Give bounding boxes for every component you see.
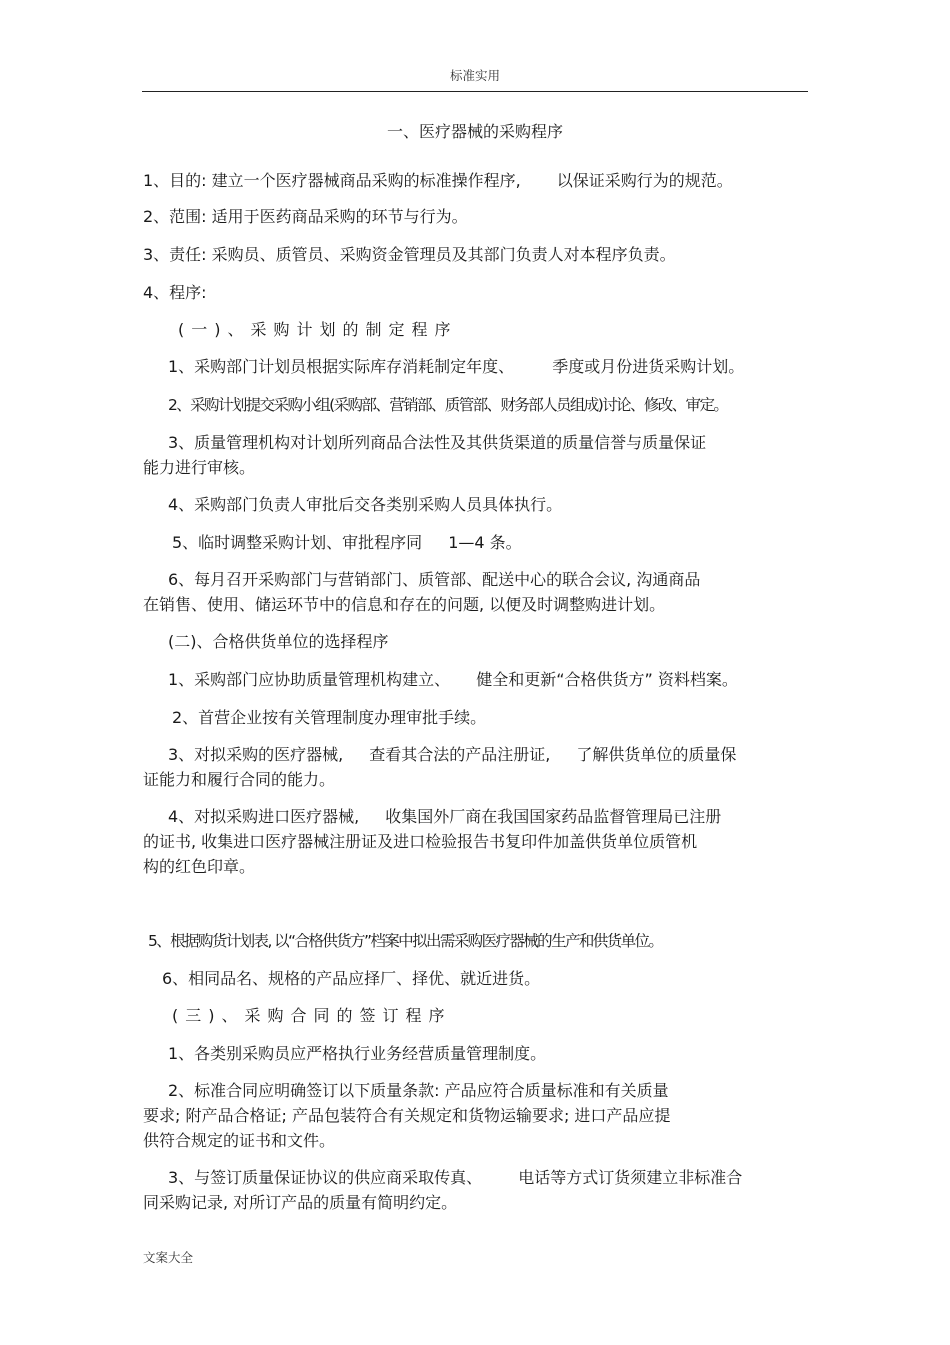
paragraph-line: 的证书, 收集进口医疗器械注册证及进口检验报告书复印件加盖供货单位质管机 [143, 832, 698, 851]
text-span: 季度或月份进货采购计划。 [552, 357, 745, 376]
text-span: 5、临时调整采购计划、审批程序同 [172, 533, 423, 552]
paragraph-line: 3、质量管理机构对计划所列商品合法性及其供货渠道的质量信誉与质量保证 [168, 433, 707, 452]
paragraph-line: 构的红色印章。 [143, 857, 256, 876]
text-span: 1、采购部门计划员根据实际库存消耗制定年度、 [168, 357, 515, 376]
paragraph-line [168, 669, 738, 691]
paragraph-line: 5、根据购货计划表, 以“合格供货方”档案中拟出需采购医疗器械的生产和供货单位。 [148, 932, 663, 950]
page-footer: 文案大全 [143, 1250, 194, 1265]
paragraph-line: 能力进行审核。 [143, 458, 256, 477]
paragraph-line [168, 744, 736, 766]
text-span: 健全和更新“合格供货方” 资料档案。 [476, 670, 738, 689]
text-span: 4、对拟采购进口医疗器械, [168, 807, 360, 826]
paragraph-line: 2、首营企业按有关管理制度办理审批手续。 [172, 708, 487, 727]
paragraph-line: 供符合规定的证书和文件。 [143, 1131, 336, 1150]
text-span: 查看其合法的产品注册证, [369, 745, 551, 764]
text-span: 了解供货单位的质量保 [576, 745, 737, 764]
paragraph-line: 证能力和履行合同的能力。 [143, 770, 336, 789]
subsection-heading: (一)、采购计划的制定程序 [178, 320, 458, 339]
paragraph-line: 2、采购计划提交采购小组(采购部、营销部、质管部、财务部人员组成)讨论、修改、审定。 [168, 396, 728, 414]
procedure-line: 4、程序: [143, 283, 207, 302]
section-title: 一、医疗器械的采购程序 [386, 122, 563, 141]
paragraph-line: 1、各类别采购员应严格执行业务经营质量管理制度。 [168, 1044, 547, 1063]
subsection-heading: (三)、采购合同的签订程序 [172, 1006, 452, 1025]
paragraph-line: 6、相同品名、规格的产品应择厂、择优、就近进货。 [162, 969, 541, 988]
text-span: 以保证采购行为的规范。 [556, 171, 733, 190]
scope-line: 2、范围: 适用于医药商品采购的环节与行为。 [143, 207, 468, 226]
responsibility-line: 3、责任: 采购员、质管员、采购资金管理员及其部门负责人对本程序负责。 [143, 245, 676, 264]
header-rule [142, 91, 808, 92]
paragraph-line [168, 806, 721, 828]
paragraph-line: 4、采购部门负责人审批后交各类别采购人员具体执行。 [168, 495, 563, 514]
paragraph-line: 同采购记录, 对所订产品的质量有简明约定。 [143, 1193, 458, 1212]
text-span: 3、与签订质量保证协议的供应商采取传真、 [168, 1168, 483, 1187]
text-span: 电话等方式订货须建立非标准合 [518, 1168, 743, 1187]
text-span: 1—4 条。 [448, 533, 522, 552]
purpose-line [143, 170, 733, 192]
subsection-heading: (二)、合格供货单位的选择程序 [168, 632, 389, 651]
text-span: 3、对拟采购的医疗器械, [168, 745, 344, 764]
paragraph-line [168, 356, 744, 378]
paragraph-line: 2、标准合同应明确签订以下质量条款: 产品应符合质量标准和有关质量 [168, 1081, 669, 1100]
paragraph-line [168, 1167, 742, 1189]
paragraph-line: 要求; 附产品合格证; 产品包装符合有关规定和货物运输要求; 进口产品应提 [143, 1106, 671, 1125]
text-span: 收集国外厂商在我国国家药品监督管理局已注册 [385, 807, 722, 826]
paragraph-line: 在销售、使用、储运环节中的信息和存在的问题, 以便及时调整购进计划。 [143, 595, 666, 614]
text-span: 1、目的: 建立一个医疗器械商品采购的标准操作程序, [143, 171, 521, 190]
text-span: 1、采购部门应协助质量管理机构建立、 [168, 670, 451, 689]
paragraph-line [172, 532, 522, 554]
paragraph-line: 6、每月召开采购部门与营销部门、质管部、配送中心的联合会议, 沟通商品 [168, 570, 701, 589]
page-header: 标准实用 [449, 68, 500, 83]
